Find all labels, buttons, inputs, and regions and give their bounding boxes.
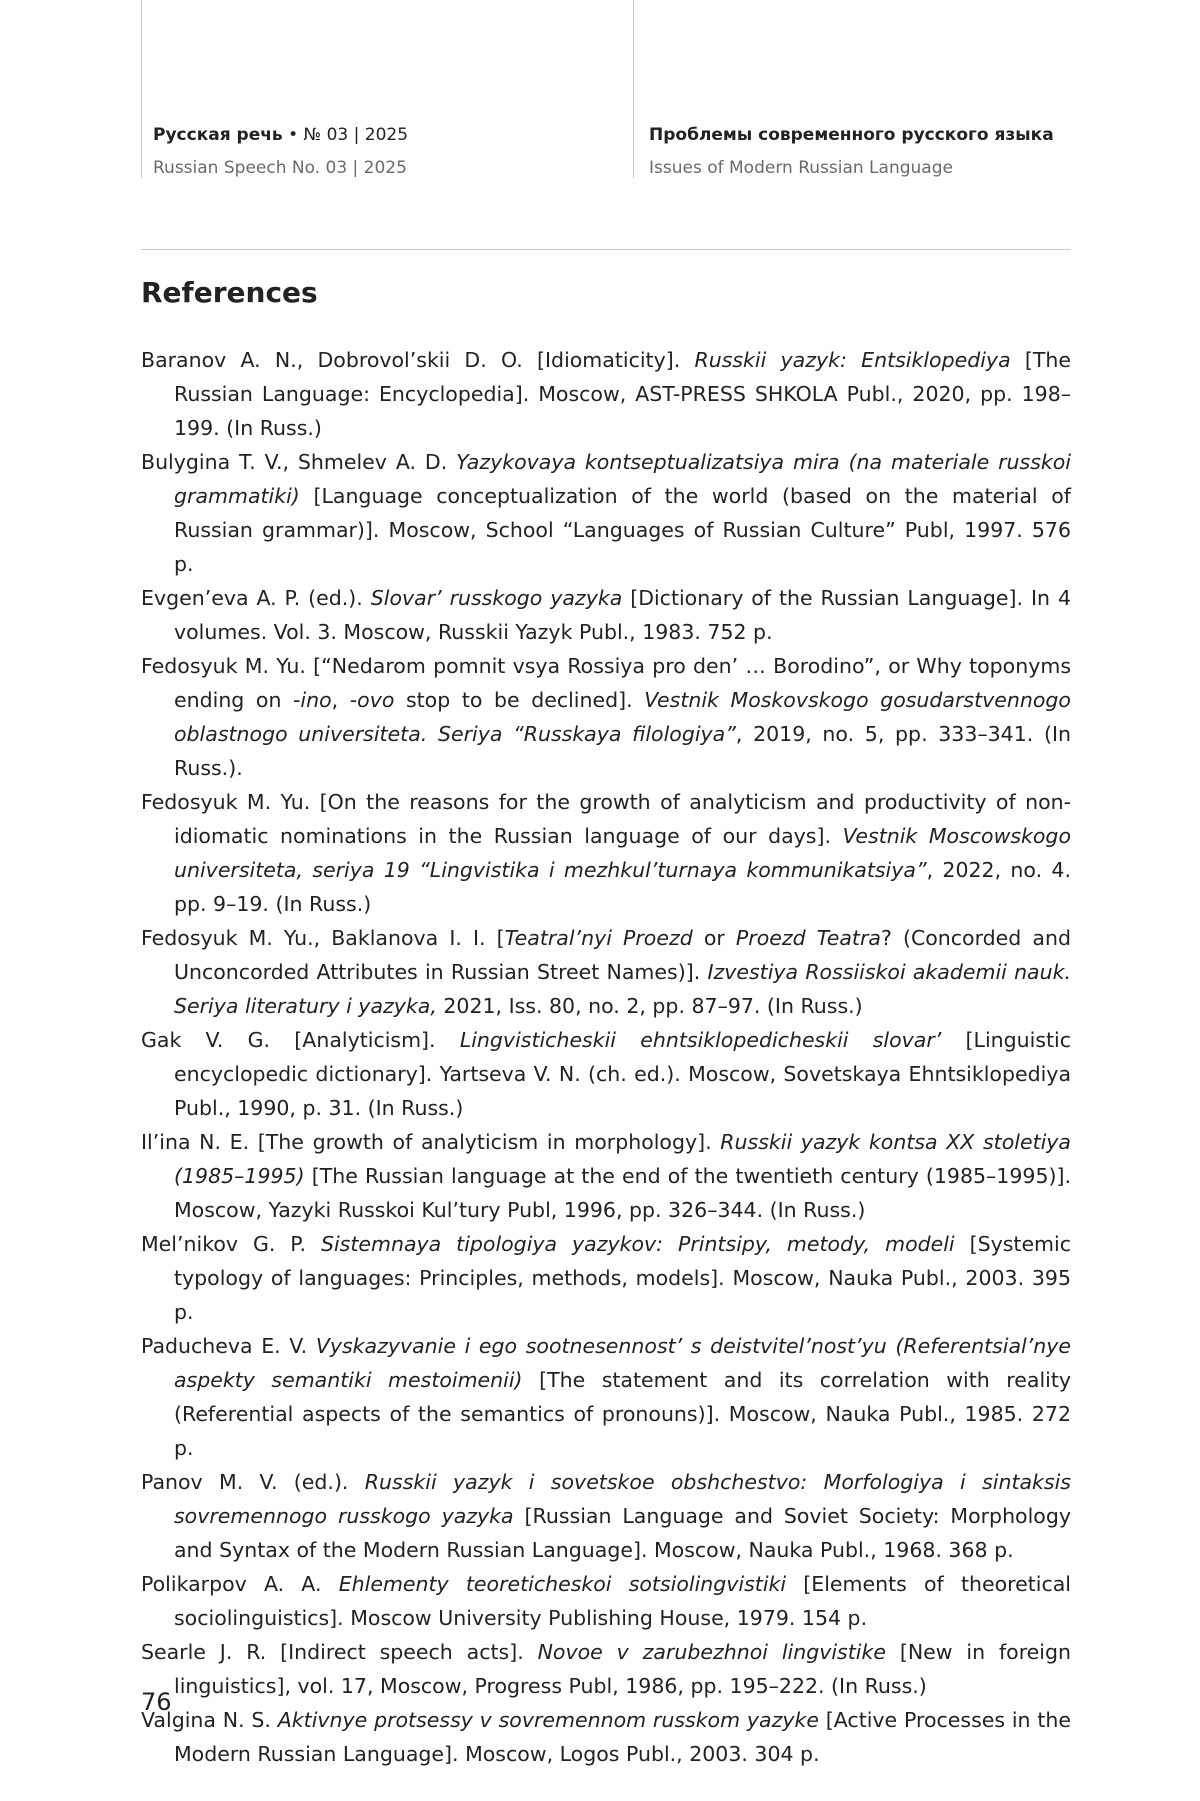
- section-rubric-ru: Проблемы современного русского языка: [649, 125, 1054, 145]
- reference-text: or: [692, 926, 736, 950]
- reference-title-italic: Vyskazyvanie i ego sootnesennost’ s deistvitel’nost’yu (Referentsial’nye aspekty semantiki mestoimenii): [174, 1334, 1071, 1392]
- reference-title-italic: Russkii yazyk i sovetskoe obshchestvo: Morfologiya i sintaksis sovremennogo russkogo yazyka: [174, 1470, 1071, 1528]
- header-rule: [141, 249, 1071, 250]
- reference-item: [141, 1023, 1071, 1125]
- reference-text: Evgen’eva A. P. (ed.).: [141, 586, 371, 610]
- reference-item: [141, 581, 1071, 649]
- reference-title-italic: ovo: [357, 688, 395, 712]
- reference-item: [141, 649, 1071, 785]
- reference-text: Gak V. G. [Analyticism].: [141, 1028, 460, 1052]
- reference-title-italic: Ehlementy teoreticheskoi sotsiolingvistiki: [338, 1572, 787, 1596]
- reference-title-italic: ino: [300, 688, 332, 712]
- reference-title-italic: Lingvisticheskii ehntsiklopedicheskii slovar’: [459, 1028, 942, 1052]
- reference-item: [141, 1567, 1071, 1635]
- reference-title-italic: Izvestiya Rossiiskoi akademii nauk. Seriya literatury i yazyka,: [174, 960, 1072, 1018]
- reference-text: [Language conceptualization of the world (based on the material of Russian grammar)]. Moscow, School “Languages of Russian Culture” Publ, 1997. 576 p.: [174, 484, 1071, 576]
- reference-text: [Linguistic encyclopedic dictionary]. Yartseva V. N. (ch. ed.). Moscow, Sovetskaya Ehntsiklopediya Publ., 1990, p. 31. (In Russ.): [174, 1028, 1072, 1120]
- reference-title-italic: Vestnik Moscowskogo universiteta, seriya 19 “Lingvistika i mezhkul’turnaya kommunikatsiya”: [174, 824, 1071, 882]
- header-divider-left: [141, 0, 142, 178]
- reference-text: [The statement and its correlation with reality (Referential aspects of the semantics of pronouns)]. Moscow, Nauka Publ., 1985. 272 p.: [174, 1368, 1072, 1460]
- reference-title-italic: Russkii yazyk: Entsiklopediya: [694, 348, 1011, 372]
- reference-item: [141, 921, 1071, 1023]
- reference-text: [Active Processes in the Modern Russian Language]. Moscow, Logos Publ., 2003. 304 p.: [174, 1708, 1071, 1766]
- reference-item: [141, 343, 1071, 445]
- reference-title-italic: Russkii yazyk kontsa XX stoletiya (1985–1995): [174, 1130, 1071, 1188]
- reference-item: [141, 1227, 1071, 1329]
- reference-title-italic: Proezd Teatra: [735, 926, 881, 950]
- reference-text: Fedosyuk M. Yu. [“Nedarom pomnit vsya Rossiya pro den’ … Borodino”, or Why toponyms ending on -: [141, 654, 1071, 712]
- reference-text: [New in foreign linguistics], vol. 17, Moscow, Progress Publ, 1986, pp. 195–222. (In Russ.): [174, 1640, 1071, 1698]
- reference-title-italic: Teatral’nyi Proezd: [504, 926, 693, 950]
- reference-item: [141, 1703, 1071, 1771]
- journal-name-ru: Русская речь: [153, 125, 283, 145]
- reference-text: Valgina N. S.: [141, 1708, 278, 1732]
- reference-text: Baranov A. N., Dobrovol’skii D. O. [Idiomaticity].: [141, 348, 695, 372]
- reference-item: [141, 1125, 1071, 1227]
- reference-text: ? (Concorded and Unconcorded Attributes in Russian Street Names)].: [174, 926, 1071, 984]
- journal-title-en: Russian Speech No. 03 | 2025: [153, 158, 407, 178]
- reference-text: [Russian Language and Soviet Society: Morphology and Syntax of the Modern Russian Language]. Moscow, Nauka Publ., 1968. 368 p.: [174, 1504, 1071, 1562]
- reference-text: Fedosyuk M. Yu. [On the reasons for the growth of analyticism and productivity of non-idiomatic nominations in the Russian language of our days].: [141, 790, 1071, 848]
- section-title: References: [141, 276, 318, 309]
- reference-title-italic: Novoe v zarubezhnoi lingvistike: [537, 1640, 886, 1664]
- reference-item: [141, 445, 1071, 581]
- reference-item: [141, 1329, 1071, 1465]
- header-divider-right: [633, 0, 634, 178]
- reference-text: [The Russian Language: Encyclopedia]. Moscow, AST-PRESS SHKOLA Publ., 2020, pp. 198–199. (In Russ.): [174, 348, 1071, 440]
- reference-text: [Dictionary of the Russian Language]. In 4 volumes. Vol. 3. Moscow, Russkii Yazyk Publ., 1983. 752 p.: [174, 586, 1071, 644]
- reference-title-italic: Sistemnaya tipologiya yazykov: Printsipy, metody, modeli: [320, 1232, 955, 1256]
- reference-title-italic: Vestnik Moskovskogo gosudarstvennogo oblastnogo universiteta. Seriya “Russkaya filologiya”: [174, 688, 1071, 746]
- reference-text: , 2019, no. 5, pp. 333–341. (In Russ.).: [174, 722, 1072, 780]
- reference-text: Paducheva E. V.: [141, 1334, 316, 1358]
- reference-item: [141, 1465, 1071, 1567]
- reference-title-italic: Yazykovaya kontseptualizatsiya mira (na materiale russkoi grammatiki): [174, 450, 1071, 508]
- reference-text: Bulygina T. V., Shmelev A. D.: [141, 450, 457, 474]
- reference-text: Fedosyuk M. Yu., Baklanova I. I. [: [141, 926, 505, 950]
- reference-title-italic: Aktivnye protsessy v sovremennom russkom yazyke: [277, 1708, 819, 1732]
- reference-text: Polikarpov A. A.: [141, 1572, 339, 1596]
- reference-list: [141, 343, 1071, 1771]
- reference-text: Il’ina N. E. [The growth of analyticism in morphology].: [141, 1130, 721, 1154]
- reference-text: , 2022, no. 4. pp. 9–19. (In Russ.): [174, 858, 1071, 916]
- reference-text: [The Russian language at the end of the twentieth century (1985–1995)]. Moscow, Yazyki Russkoi Kul’tury Publ, 1996, pp. 326–344. (In Russ.): [174, 1164, 1071, 1222]
- reference-item: [141, 1635, 1071, 1703]
- journal-title-ru: [153, 125, 408, 145]
- page-number: 76: [141, 1688, 172, 1716]
- reference-title-italic: Slovar’ russkogo yazyka: [370, 586, 623, 610]
- reference-text: [Elements of theoretical sociolinguistics]. Moscow University Publishing House, 1979. 154 p.: [174, 1572, 1071, 1630]
- section-rubric-en: Issues of Modern Russian Language: [649, 158, 953, 178]
- reference-text: Searle J. R. [Indirect speech acts].: [141, 1640, 538, 1664]
- reference-text: 2021, Iss. 80, no. 2, pp. 87–97. (In Russ.): [436, 994, 863, 1018]
- reference-text: stop to be declined].: [394, 688, 645, 712]
- reference-text: Mel’nikov G. P.: [141, 1232, 321, 1256]
- reference-text: [Systemic typology of languages: Principles, methods, models]. Moscow, Nauka Publ., 2003. 395 p.: [174, 1232, 1071, 1324]
- reference-text: Panov M. V. (ed.).: [141, 1470, 365, 1494]
- reference-item: [141, 785, 1071, 921]
- journal-issue-ru: • № 03 | 2025: [282, 125, 409, 145]
- reference-text: , -: [331, 688, 358, 712]
